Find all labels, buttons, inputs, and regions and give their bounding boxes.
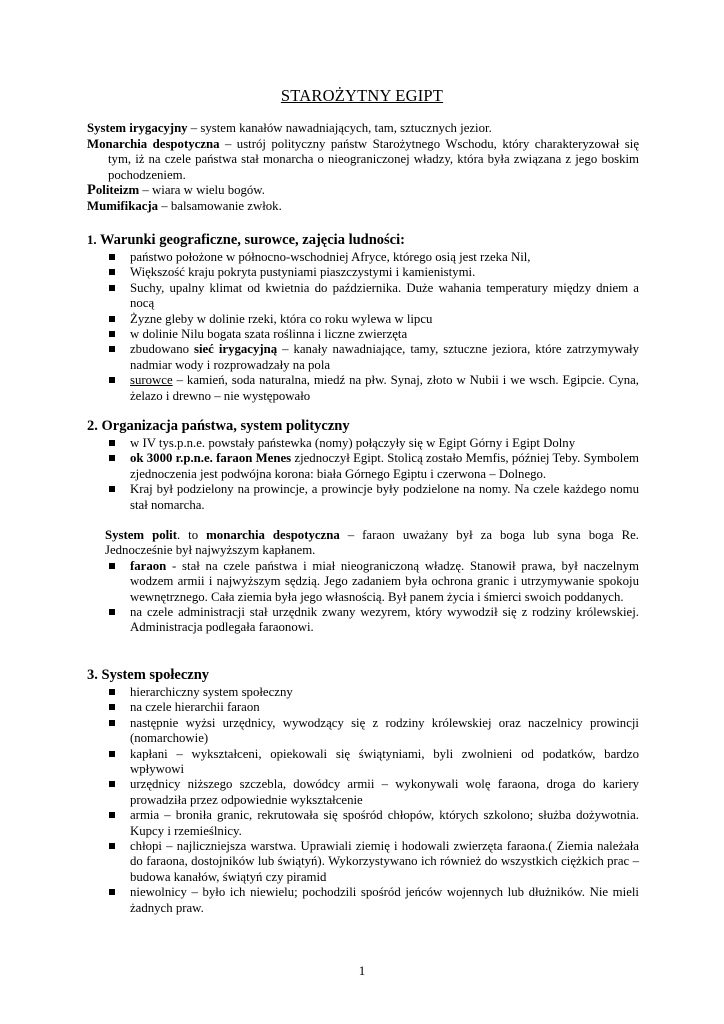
definition-item xyxy=(87,199,639,215)
list-item-text: zbudowano xyxy=(130,342,194,357)
list-item-text: w IV tys.p.n.e. powstały państewka (nomy) połączyły się w Egipt Górny i Egipt Dolny xyxy=(130,436,576,450)
definition-item xyxy=(87,137,639,184)
paragraph-text: . to xyxy=(176,528,207,543)
square-bullet-icon xyxy=(109,609,115,615)
square-bullet-icon xyxy=(109,751,115,757)
page-number: 1 xyxy=(358,963,366,978)
list-item-text: następnie wyżsi urzędnicy, wywodzący się z rodziny królewskiej oraz naczelnicy prowincji (nomarchowie) xyxy=(130,715,639,746)
definition-term: Mumifikacja xyxy=(87,198,159,213)
list-item-text: - stał na czele państwa i miał nieograniczoną władzę. Stanowił prawa, był naczelnym wodzem armii i najwyższym sędzią. Jego zadaniem była ochrona granic i utrzymywanie spokoju wewnętrznego. Cała ziemia była jego własnością. Był panem życia i śmierci swoich poddanych. xyxy=(130,558,639,604)
section-geography xyxy=(87,232,639,404)
list-item xyxy=(87,685,639,700)
square-bullet-icon xyxy=(109,377,115,383)
list-item-text: Kraj był podzielony na prowincje, a prowincje były podzielone na nomy. Na czele każdego nomu stał nomarcha. xyxy=(130,482,639,512)
list-item-text: – kanały nawadniające, tamy, sztuczne jeziora, które zatrzymywały nadmiar wody i rozprowadzały na pola xyxy=(130,342,639,372)
pharaoh-term: faraon xyxy=(130,558,167,573)
list-item xyxy=(87,700,639,715)
list-item-text: kapłani – wykształceni, opiekowali się świątyniami, byli zwolnieni od podatków, bardzo wpływowi xyxy=(130,746,639,777)
resources-term: surowce xyxy=(130,373,173,388)
list-item-text: chłopi – najliczniejsza warstwa. Uprawiali ziemię i hodowali zwierzęta faraona.( Ziemia należała do faraona, dostojników lub świątyń). Wykorzystywano ich również do wszystkich ciężkich prac – budowa kanałów, świątyń czy piramid xyxy=(130,839,639,884)
bullet-list xyxy=(87,685,639,916)
list-item-text: Większość kraju pokryta pustyniami piaszczystymi i kamienistymi. xyxy=(130,265,476,280)
square-bullet-icon xyxy=(109,440,115,446)
list-item-text: Suchy, upalny klimat od kwietnia do października. Duże wahania temperatury między dniem a nocą xyxy=(130,280,639,311)
list-item xyxy=(87,559,639,605)
list-item xyxy=(87,281,639,312)
definition-term: Monarchia despotyczna xyxy=(87,136,220,151)
list-item-text: zjednoczył Egipt. Stolicą zostało Memfis, później Teby. Symbolem zjednoczenia jest podwójna korona: biała Górnego Egiptu i czerwona – Dolnego. xyxy=(130,451,639,481)
square-bullet-icon xyxy=(109,689,115,695)
definition-text: – system kanałów nawadniających, tam, sztucznych jezior. xyxy=(187,121,492,135)
square-bullet-icon xyxy=(109,331,115,337)
list-item-text: na czele hierarchii faraon xyxy=(130,700,260,715)
section-state-organization xyxy=(87,418,639,636)
list-item xyxy=(87,265,639,280)
list-item-text: armia – broniła granic, rekrutowała się spośród chłopów, których szkolono; służba dożywotnia. Kupcy i rzemieślnicy. xyxy=(130,808,639,838)
page-title: STAROŻYTNY EGIPT xyxy=(280,86,444,105)
definition-term: oliteizm xyxy=(95,183,140,198)
bullet-list xyxy=(87,250,639,404)
square-bullet-icon xyxy=(109,455,115,461)
square-bullet-icon xyxy=(109,704,115,710)
list-item-text: Żyzne gleby w dolinie rzeki, która co roku wylewa w lipcu xyxy=(130,311,433,326)
square-bullet-icon xyxy=(109,486,115,492)
paragraph-term: System polit xyxy=(105,528,177,543)
definition-text: – wiara w wielu bogów. xyxy=(139,183,265,198)
list-item xyxy=(87,839,639,885)
square-bullet-icon xyxy=(109,563,115,569)
definitions-block xyxy=(87,121,639,215)
square-bullet-icon xyxy=(109,781,115,787)
paragraph-term: monarchia despotyczna xyxy=(206,528,340,543)
section-heading: 3. System społeczny xyxy=(87,667,210,683)
list-item xyxy=(87,436,639,451)
paragraph-text: – faraon uważany był za boga lub syna boga Re. Jednocześnie był najwyższym kapłanem. xyxy=(105,528,639,558)
square-bullet-icon xyxy=(109,316,115,322)
bullet-list xyxy=(87,436,639,513)
definition-term-initial: P xyxy=(87,182,96,199)
list-item xyxy=(87,716,639,747)
section-heading: 2. Organizacja państwa, system polityczny xyxy=(87,418,350,434)
paragraph xyxy=(87,528,639,559)
list-item xyxy=(87,312,639,327)
irrigation-term: sieć irygacyjną xyxy=(193,342,278,357)
list-item-text: państwo położone w północno-wschodniej Afryce, którego osią jest rzeka Nil, xyxy=(130,250,531,264)
list-item-text: hierarchiczny system społeczny xyxy=(130,685,293,699)
square-bullet-icon xyxy=(109,889,115,895)
list-item-text: – kamień, soda naturalna, miedź na płw. Synaj, złoto w Nubii i we wsch. Egipcie. Cyna, żelazo i drewno – nie występowało xyxy=(130,373,639,403)
list-item-text: niewolnicy – było ich niewielu; pochodzili spośród jeńców wojennych lub dłużników. Nie mieli żadnych praw. xyxy=(130,885,639,915)
list-item xyxy=(87,250,639,265)
list-item-text: w dolinie Nilu bogata szata roślinna i liczne zwierzęta xyxy=(130,327,408,342)
list-item xyxy=(87,482,639,513)
section-number: 1. xyxy=(87,233,97,247)
square-bullet-icon xyxy=(109,269,115,275)
definition-item xyxy=(87,121,639,137)
definition-item xyxy=(87,183,639,199)
square-bullet-icon xyxy=(109,720,115,726)
square-bullet-icon xyxy=(109,812,115,818)
list-item xyxy=(87,747,639,778)
list-item-text: urzędnicy niższego szczebla, dowódcy armii – wykonywali wolę faraona, droga do kariery prowadziła przez odpowiednie wykształcenie xyxy=(130,777,639,807)
list-item xyxy=(87,373,639,404)
bullet-list xyxy=(87,559,639,636)
square-bullet-icon xyxy=(109,254,115,260)
definition-term: System irygacyjny xyxy=(87,121,188,135)
list-item xyxy=(87,342,639,373)
list-item xyxy=(87,327,639,342)
list-item xyxy=(87,885,639,916)
section-heading-text: Warunki geograficzne, surowce, zajęcia ludności: xyxy=(96,232,405,248)
definition-text: – balsamowanie zwłok. xyxy=(158,198,282,213)
list-item xyxy=(87,451,639,482)
square-bullet-icon xyxy=(109,843,115,849)
list-item xyxy=(87,808,639,839)
list-item-text: na czele administracji stał urzędnik zwany wezyrem, który wywodził się z rodziny królewskiej. Administracja podlegała faraonowi. xyxy=(130,605,639,635)
section-heading xyxy=(87,232,639,249)
square-bullet-icon xyxy=(109,285,115,291)
menes-term: ok 3000 r.p.n.e. faraon Menes xyxy=(130,451,292,466)
definition-text: – ustrój polityczny państw Starożytnego Wschodu, który charakteryzował się tym, iż na czele państwa stał monarcha o nieograniczonej władzy, która była związana z jego boskim pochodzeniem. xyxy=(108,136,639,182)
list-item xyxy=(87,605,639,636)
square-bullet-icon xyxy=(109,346,115,352)
list-item xyxy=(87,777,639,808)
section-social-system xyxy=(87,667,639,916)
